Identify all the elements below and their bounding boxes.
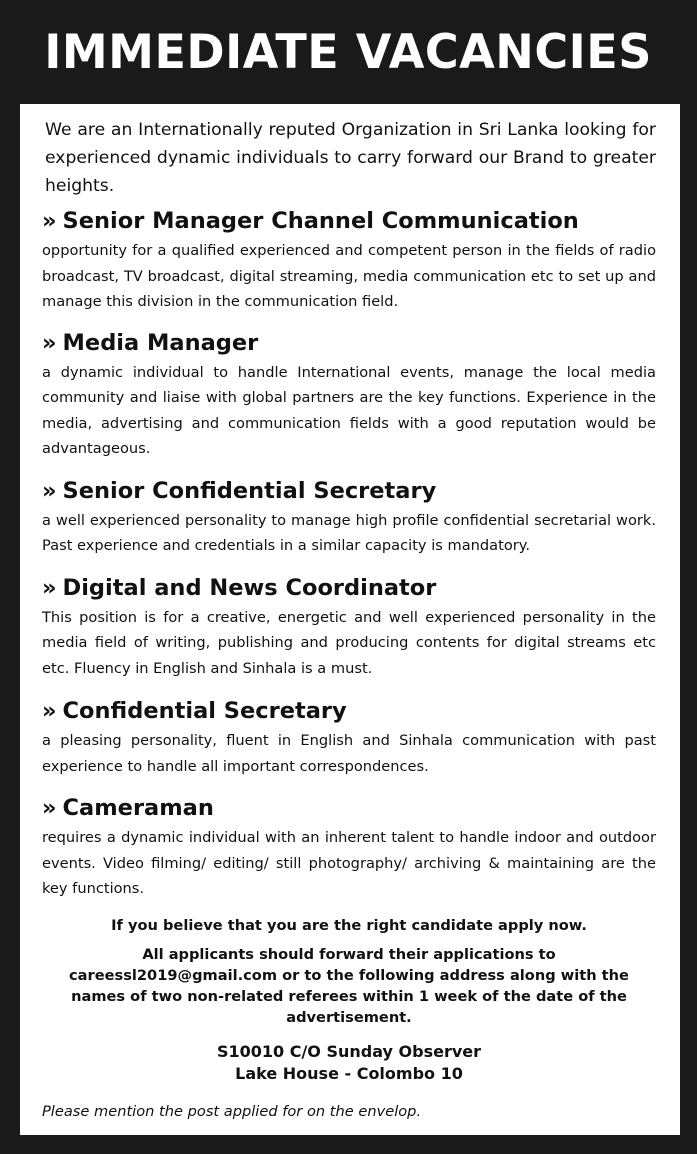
page-title: IMMEDIATE VACANCIES bbox=[44, 24, 653, 80]
bullet-marker: » bbox=[42, 698, 57, 724]
job-title bbox=[42, 694, 656, 728]
bullet-marker: » bbox=[42, 208, 57, 234]
job-senior-manager-channel-communication bbox=[42, 204, 656, 315]
job-senior-confidential-secretary bbox=[42, 474, 656, 559]
address-line-2: Lake House - Colombo 10 bbox=[235, 1063, 463, 1083]
job-confidential-secretary bbox=[42, 694, 656, 779]
job-title-text: Confidential Secretary bbox=[62, 698, 347, 724]
postal-address bbox=[42, 1041, 656, 1085]
intro-text: We are an Internationally reputed Organization in Sri Lanka looking for experienced dynamic individuals to carry forward our Brand to greater heights. bbox=[45, 120, 656, 196]
job-title-text: Digital and News Coordinator bbox=[62, 574, 437, 601]
job-title bbox=[42, 204, 656, 238]
job-title-text: Senior Manager Channel Communication bbox=[62, 208, 579, 234]
job-digital-and-news-coordinator bbox=[42, 571, 656, 682]
bullet-marker: » bbox=[42, 329, 57, 356]
job-title bbox=[42, 791, 656, 825]
job-title-text: Cameraman bbox=[62, 795, 214, 821]
bullet-marker: » bbox=[42, 477, 57, 504]
job-title bbox=[42, 474, 656, 508]
job-title-text: Media Manager bbox=[62, 329, 259, 356]
job-description: a dynamic individual to handle International events, manage the local media community and liaise with global partners are the key functions. Experience in the media, advertising and communication fields with a good reputation would be advantageous. bbox=[42, 363, 656, 457]
job-title bbox=[42, 571, 656, 605]
header-banner bbox=[0, 0, 697, 104]
apply-call-to-action: If you believe that you are the right candidate apply now. bbox=[111, 916, 587, 934]
job-title-text: Senior Confidential Secretary bbox=[62, 477, 437, 504]
job-description: requires a dynamic individual with an inherent talent to handle indoor and outdoor events. Video filming/ editing/ still photography/ archiving & maintaining are the key functions. bbox=[42, 829, 656, 897]
job-title bbox=[42, 326, 656, 360]
application-instructions: All applicants should forward their applications to careessl2019@gmail.com or to the following address along with the names of two non-related referees within 1 week of the date of the advertisement. bbox=[69, 945, 629, 1026]
bullet-marker: » bbox=[42, 795, 57, 821]
envelope-note: Please mention the post applied for on the envelop. bbox=[42, 1102, 422, 1120]
job-description: a pleasing personality, fluent in English and Sinhala communication with past experience to handle all important correspondences. bbox=[42, 732, 656, 775]
job-cameraman bbox=[42, 791, 656, 902]
address-line-1: S10010 C/O Sunday Observer bbox=[216, 1041, 482, 1061]
job-media-manager bbox=[42, 326, 656, 462]
job-description: a well experienced personality to manage high profile confidential secretarial work. Past experience and credentials in a similar capacity is mandatory. bbox=[42, 511, 656, 554]
job-description: opportunity for a qualified experienced and competent person in the fields of radio broadcast, TV broadcast, digital streaming, media communication etc to set up and manage this division in the communication field. bbox=[42, 242, 656, 310]
job-description: This position is for a creative, energetic and well experienced personality in the media field of writing, publishing and producing contents for digital streams etc etc. Fluency in English and Sinhala is a must. bbox=[42, 608, 656, 677]
bullet-marker: » bbox=[42, 574, 57, 601]
content-panel bbox=[20, 104, 680, 1135]
